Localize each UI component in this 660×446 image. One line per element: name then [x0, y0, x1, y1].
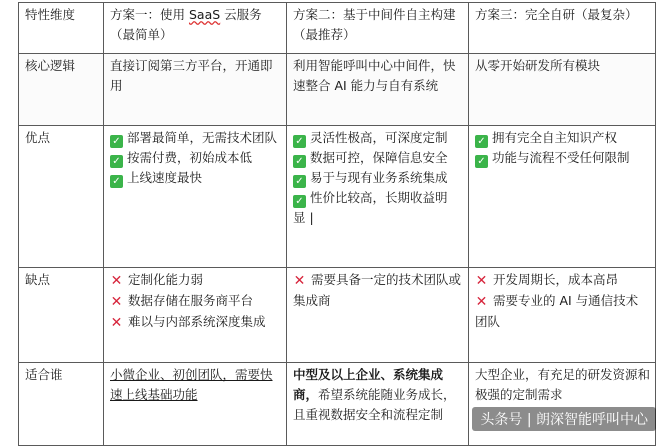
cross-icon: ✕ — [475, 294, 488, 310]
list-item: ✕ 开发周期长，成本高昂 — [475, 272, 619, 289]
check-icon: ✓ — [293, 175, 306, 188]
cell-cons-option-1 — [104, 268, 287, 363]
cell-core-logic-option-3: 从零开始研发所有模块 — [469, 54, 656, 126]
cell-pros-option-1 — [104, 126, 287, 268]
list-item: ✓ 上线速度最快 — [110, 168, 281, 188]
cell-fit-option-2: 中型及以上企业、系统集成商，希望系统能随业务成长，且重视数据安全和流程定制 — [287, 363, 469, 446]
list-item: ✓ 拥有完全自主知识产权 — [475, 128, 650, 148]
cell-cons-option-2 — [287, 268, 469, 363]
check-icon: ✓ — [293, 195, 306, 208]
cross-icon: ✕ — [110, 315, 123, 331]
cell-pros-option-2 — [287, 126, 469, 268]
check-icon: ✓ — [110, 155, 123, 168]
header-cell-dimension: 特性维度 — [19, 3, 104, 54]
cell-pros-option-3 — [469, 126, 656, 268]
cross-icon: ✕ — [110, 273, 123, 289]
cross-icon: ✕ — [475, 273, 488, 289]
cell-core-logic-option-1: 直接订阅第三方平台，开通即用 — [104, 54, 287, 126]
row-label-core-logic: 核心逻辑 — [19, 54, 104, 126]
list-item: ✓ 数据可控，保障信息安全 — [293, 148, 463, 168]
check-icon: ✓ — [475, 155, 488, 168]
check-icon: ✓ — [293, 155, 306, 168]
table-row-fit — [19, 363, 656, 446]
check-icon: ✓ — [110, 135, 123, 148]
list-item: ✓ 功能与流程不受任何限制 — [475, 148, 650, 168]
row-label-pros: 优点 — [19, 126, 104, 268]
list-item: ✓ 灵活性极高，可深度定制 — [293, 128, 463, 148]
header-cell-option-2: 方案二：基于中间件自主构建（最推荐） — [287, 3, 469, 54]
cell-fit-option-1: 小微企业、初创团队，需要快速上线基础功能 — [104, 363, 287, 446]
list-item: ✓ 性价比较高，长期收益明显 | — [293, 190, 448, 225]
list-item: ✕ 需要具备一定的技术团队或集成商 — [293, 272, 462, 308]
cell-fit-option-3: 大型企业，有充足的研发资源和极强的定制需求 — [469, 363, 656, 446]
table-row-pros — [19, 126, 656, 268]
text-cursor: | — [309, 210, 314, 225]
list-item: ✓ 部署最简单，无需技术团队 — [110, 128, 281, 148]
table-row-core-logic — [19, 54, 656, 126]
check-icon: ✓ — [110, 175, 123, 188]
header-row — [19, 3, 656, 54]
cell-core-logic-option-2: 利用智能呼叫中心中间件，快速整合 AI 能力与自有系统 — [287, 54, 469, 126]
table-row-cons — [19, 268, 656, 363]
list-item: ✕ 难以与内部系统深度集成 — [110, 314, 266, 331]
list-item: ✕ 数据存储在服务商平台 — [110, 293, 254, 310]
list-item: ✓ 易于与现有业务系统集成 — [293, 168, 463, 188]
cross-icon: ✕ — [293, 273, 306, 289]
check-icon: ✓ — [293, 135, 306, 148]
header-cell-option-1: 方案一：使用 SaaS 云服务（最简单） — [104, 3, 287, 54]
comparison-table — [18, 2, 656, 446]
list-item: ✕ 定制化能力弱 — [110, 272, 204, 289]
list-item: ✕ 需要专业的 AI 与通信技术团队 — [475, 293, 639, 329]
watermark: 头条号 | 朗深智能呼叫中心 — [472, 407, 656, 431]
cell-cons-option-3 — [469, 268, 656, 363]
check-icon: ✓ — [475, 135, 488, 148]
cross-icon: ✕ — [110, 294, 123, 310]
header-cell-option-3: 方案三：完全自研（最复杂） — [469, 3, 656, 54]
list-item: ✓ 按需付费，初始成本低 — [110, 148, 281, 168]
row-label-fit: 适合谁 — [19, 363, 104, 446]
row-label-cons: 缺点 — [19, 268, 104, 363]
